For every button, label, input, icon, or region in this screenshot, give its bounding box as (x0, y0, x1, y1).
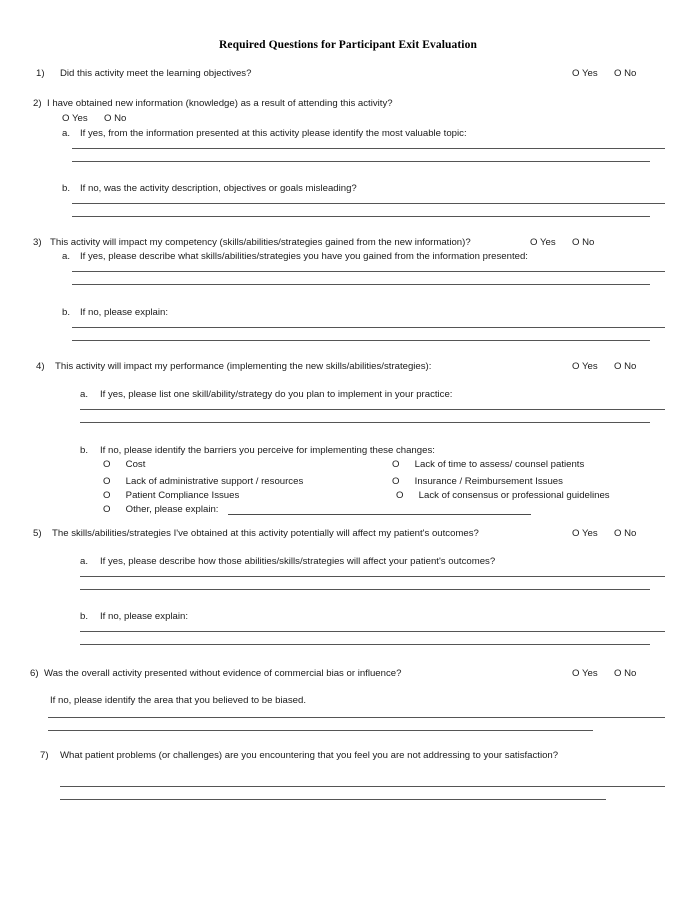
question-5b-write-line-2[interactable] (80, 644, 650, 645)
no-radio-icon[interactable]: O (613, 528, 622, 539)
barrier-option-admin-support[interactable] (103, 476, 303, 488)
no-radio-icon[interactable]: O (613, 68, 622, 79)
question-3b-write-line-2[interactable] (72, 340, 650, 341)
question-4b-text: If no, please identify the barriers you perceive for implementing these changes: (100, 445, 435, 456)
barrier-option-label: Insurance / Reimbursement Issues (414, 476, 563, 487)
barrier-option-lack-of-consensus[interactable] (396, 490, 610, 502)
question-4-number: 4) (36, 361, 45, 372)
question-4a-write-line-1[interactable] (80, 409, 665, 410)
question-2b-label: b. (62, 183, 71, 194)
question-7-write-line-2[interactable] (60, 799, 606, 800)
question-2-number: 2) (33, 98, 42, 109)
no-radio-icon[interactable]: O (613, 668, 622, 679)
option-radio-icon[interactable]: O (392, 476, 400, 487)
yes-label: Yes (581, 528, 598, 539)
question-6-followup-text: If no, please identify the area that you believed to be biased. (50, 695, 307, 706)
no-label: No (582, 237, 595, 248)
question-3b-label: b. (62, 307, 71, 318)
question-3a-label: a. (62, 251, 71, 262)
question-5-number: 5) (33, 528, 42, 539)
question-7-write-line-1[interactable] (60, 786, 665, 787)
no-radio-icon[interactable]: O (571, 237, 580, 248)
question-4a-write-line-2[interactable] (80, 422, 650, 423)
barrier-option-label: Lack of time to assess/ counsel patients (414, 459, 585, 470)
question-2a-text: If yes, from the information presented at this activity please identify the most valuable topic: (80, 128, 467, 139)
question-3-yes-no[interactable] (530, 237, 594, 249)
yes-radio-icon[interactable]: O (572, 361, 580, 372)
question-2a-label: a. (62, 128, 71, 139)
question-5b-label: b. (80, 611, 89, 622)
option-radio-icon[interactable]: O (103, 490, 111, 501)
question-6-write-line-2[interactable] (48, 730, 593, 731)
question-2a-write-line-2[interactable] (72, 161, 650, 162)
yes-label: Yes (581, 668, 598, 679)
option-radio-icon[interactable]: O (396, 490, 404, 501)
question-2b-write-line-1[interactable] (72, 203, 665, 204)
question-3a-write-line-2[interactable] (72, 284, 650, 285)
question-5b-text: If no, please explain: (100, 611, 189, 622)
yes-radio-icon[interactable]: O (530, 237, 538, 248)
question-7-text: What patient problems (or challenges) are you encountering that you feel you are not addressing to your satisfaction? (60, 750, 559, 761)
question-2a-write-line-1[interactable] (72, 148, 665, 149)
question-5-yes-no[interactable] (572, 528, 636, 540)
barrier-option-insurance[interactable] (392, 476, 563, 488)
no-radio-icon[interactable]: O (613, 361, 622, 372)
question-6-number: 6) (30, 668, 39, 679)
barrier-option-label: Lack of administrative support / resources (125, 476, 304, 487)
option-radio-icon[interactable]: O (392, 459, 400, 470)
question-3-text: This activity will impact my competency (skills/abilities/strategies gained from the new information)? (50, 237, 471, 248)
question-3a-text: If yes, please describe what skills/abilities/strategies you have you gained from the information presented: (80, 251, 528, 262)
yes-radio-icon[interactable]: O (572, 528, 580, 539)
question-4-text: This activity will impact my performance (implementing the new skills/abilities/strategies): (55, 361, 432, 372)
question-3a-write-line-1[interactable] (72, 271, 665, 272)
barrier-other-input-line[interactable] (228, 514, 531, 515)
barrier-option-label: Cost (125, 459, 146, 470)
option-radio-icon[interactable]: O (103, 459, 111, 470)
question-5-text: The skills/abilities/strategies I've obtained at this activity potentially will affect my patient's outcomes? (52, 528, 479, 539)
barrier-option-cost[interactable] (103, 459, 145, 471)
question-2b-text: If no, was the activity description, objectives or goals misleading? (80, 183, 357, 194)
yes-radio-icon[interactable]: O (572, 68, 580, 79)
barrier-option-other[interactable] (103, 504, 218, 516)
yes-radio-icon[interactable]: O (572, 668, 580, 679)
barrier-option-lack-of-time[interactable] (392, 459, 584, 471)
question-1-number: 1) (36, 68, 45, 79)
option-radio-icon[interactable]: O (103, 504, 111, 515)
question-3-number: 3) (33, 237, 42, 248)
question-6-text: Was the overall activity presented without evidence of commercial bias or influence? (44, 668, 402, 679)
question-2b-write-line-2[interactable] (72, 216, 650, 217)
page-title: Required Questions for Participant Exit Evaluation (219, 39, 477, 51)
barrier-option-label: Patient Compliance Issues (125, 490, 240, 501)
yes-radio-icon[interactable]: O (62, 113, 70, 124)
question-1-yes-no[interactable] (572, 68, 636, 80)
question-1-text: Did this activity meet the learning objectives? (60, 68, 252, 79)
yes-label: Yes (539, 237, 556, 248)
no-radio-icon[interactable]: O (103, 113, 112, 124)
question-6-write-line-1[interactable] (48, 717, 665, 718)
question-5a-write-line-1[interactable] (80, 576, 665, 577)
yes-label: Yes (71, 113, 88, 124)
question-5a-write-line-2[interactable] (80, 589, 650, 590)
question-2-text: I have obtained new information (knowledge) as a result of attending this activity? (47, 98, 393, 109)
question-3b-text: If no, please explain: (80, 307, 169, 318)
no-label: No (624, 68, 637, 79)
question-5b-write-line-1[interactable] (80, 631, 665, 632)
no-label: No (624, 361, 637, 372)
question-4a-text: If yes, please list one skill/ability/strategy do you plan to implement in your practice: (100, 389, 453, 400)
question-4a-label: a. (80, 389, 89, 400)
question-5a-text: If yes, please describe how those abilities/skills/strategies will affect your patient's outcomes? (100, 556, 496, 567)
yes-label: Yes (581, 361, 598, 372)
barrier-option-label: Lack of consensus or professional guidelines (418, 490, 610, 501)
no-label: No (624, 528, 637, 539)
question-6-yes-no[interactable] (572, 668, 636, 680)
question-4-yes-no[interactable] (572, 361, 636, 373)
question-4b-label: b. (80, 445, 89, 456)
no-label: No (624, 668, 637, 679)
question-7-number: 7) (40, 750, 49, 761)
barrier-option-patient-compliance[interactable] (103, 490, 239, 502)
no-label: No (114, 113, 127, 124)
question-3b-write-line-1[interactable] (72, 327, 665, 328)
question-2-yes-no[interactable] (62, 113, 126, 125)
option-radio-icon[interactable]: O (103, 476, 111, 487)
question-5a-label: a. (80, 556, 89, 567)
barrier-option-other-label: Other, please explain: (125, 504, 219, 515)
yes-label: Yes (581, 68, 598, 79)
